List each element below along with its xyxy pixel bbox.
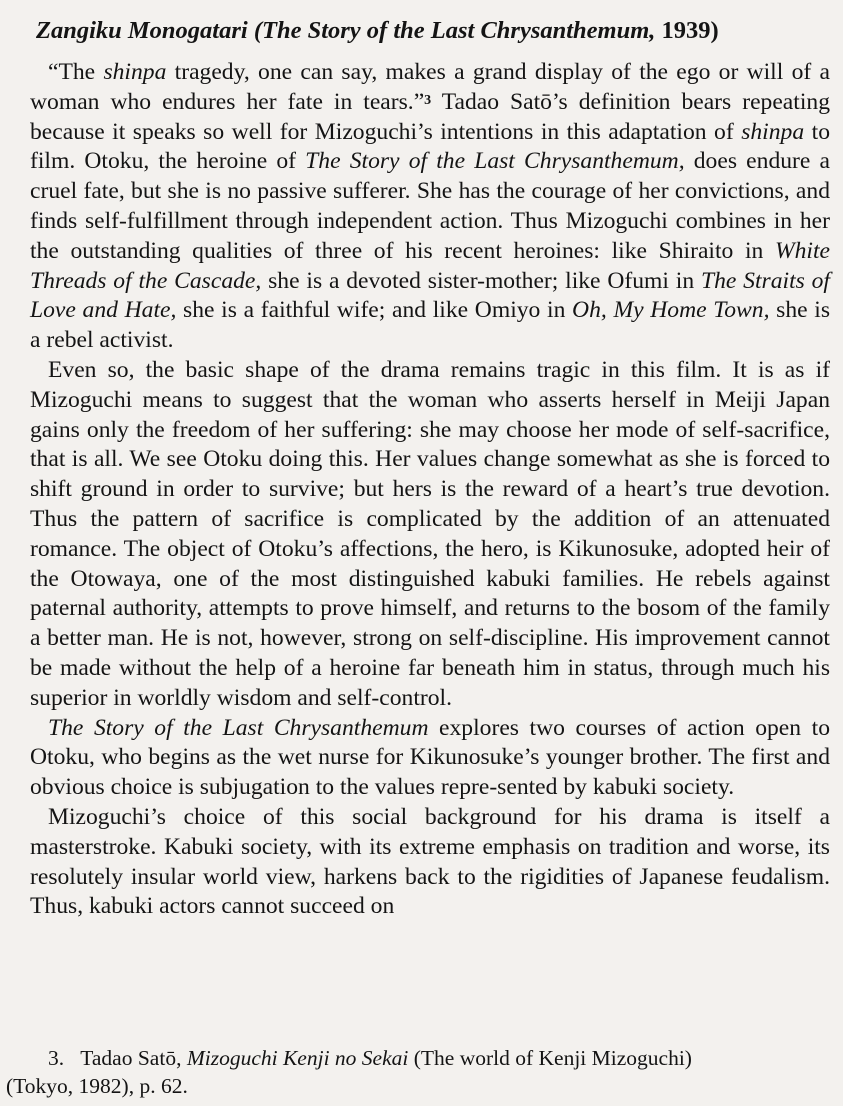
paragraph	[30, 803, 830, 922]
text-run: tragedy, one can say, makes a grand display of the ego or will of a woman who endures her fate in tears.”	[30, 59, 830, 115]
book-page	[30, 14, 830, 922]
footnote	[0, 1044, 843, 1100]
paragraph	[30, 714, 830, 803]
italic-text: The Story of the Last Chrysanthemum	[48, 714, 429, 741]
text-run: Tadao Satō’s definition bears repeating because it speaks so well for Mizoguchi’s intentions in this adaptation of	[30, 88, 830, 145]
italic-text: The Straits of Love and Hate,	[30, 267, 830, 324]
italic-text: Oh, My Home Town,	[572, 297, 770, 324]
footnote-line2: (Tokyo, 1982), p. 62.	[6, 1074, 188, 1098]
footnote-work: Mizoguchi Kenji no Sekai	[186, 1046, 409, 1070]
text-run: Even so, the basic shape of the drama remains tragic in this film. It is as if Mizoguchi means to suggest that the woman who asserts herself in Meiji Japan gains only the freedom of her suffering: she may choose her mode of self-sacrifice, that is all. We see Otoku doing this. Her values change somewhat as she is forced to shift ground in order to survive; but hers is the reward of a heart’s true devotion. Thus the pattern of sacrifice is complicated by the addition of an attenuated romance. The object of Otoku’s affections, the hero, is Kikunosuke, adopted heir of the Otowaya, one of the most distinguished kabuki families. He rebels against paternal authority, attempts to prove himself, and returns to the bosom of the family a better man. He is not, however, strong on self-discipline. His improvement cannot be made without the help of a heroine far beneath him in status, through much his superior in worldly wisdom and self-control.	[30, 356, 830, 711]
text-run: Mizoguchi’s choice of this social background for his drama is itself a masterstroke. Kabuki society, with its extreme emphasis on tradition and worse, its resolutely insular world view, harkens back to the rigidities of Japanese feudalism. Thus, kabuki actors cannot succeed on	[30, 803, 830, 920]
footnote-rest: (The world of Kenji Mizoguchi)	[408, 1046, 692, 1070]
text-run: she is a devoted sister-mother; like Ofumi in	[261, 267, 701, 294]
text-run: “The	[48, 59, 104, 85]
text-run: she is a faithful wife; and like Omiyo in	[176, 297, 573, 324]
text-run: she is a rebel activist.	[30, 297, 831, 354]
footnote-author: Tadao Satō,	[80, 1046, 187, 1070]
section-title-year: 1939)	[661, 17, 719, 44]
section-title	[36, 14, 830, 48]
footnote-ref: 3	[424, 92, 432, 108]
italic-text: shinpa	[103, 59, 167, 85]
footnote-number: 3.	[48, 1046, 65, 1070]
paragraph	[30, 356, 830, 714]
paragraph	[30, 58, 830, 356]
text-run: to film. Otoku, the heroine of	[30, 118, 830, 175]
text-run: explores two courses of action open to Otoku, who begins as the wet nurse for Kikunosuke’s younger brother. The first and obvious choice is subjugation to the values repre-sented by kabuki society.	[30, 714, 830, 801]
italic-text: White Threads of the Cascade,	[30, 237, 830, 294]
section-title-text: Zangiku Monogatari (The Story of the Last Chrysanthemum,	[36, 17, 656, 44]
text-run: does endure a cruel fate, but she is no passive sufferer. She has the courage of her convictions, and finds self-fulfillment through independent action. Thus Mizoguchi combines in her the outstanding qualities of three of his recent heroines: like Shiraito in	[30, 148, 831, 264]
italic-text: The Story of the Last Chrysanthemum,	[305, 148, 685, 175]
body-text	[30, 58, 830, 922]
italic-text: shinpa	[741, 118, 805, 145]
